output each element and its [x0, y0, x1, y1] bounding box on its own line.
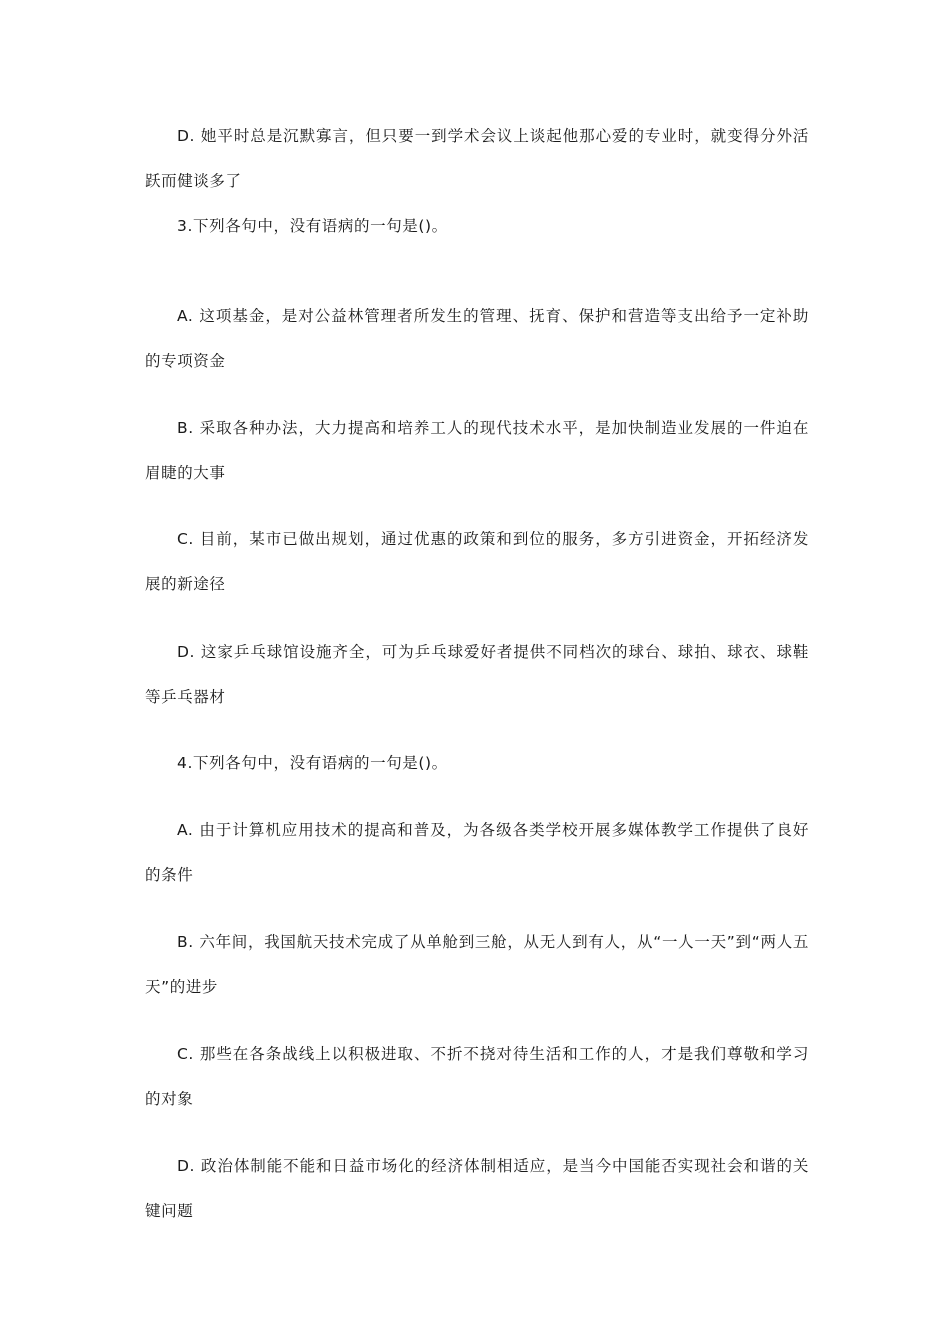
option-d-q4: D. 政治体制能不能和日益市场化的经济体制相适应，是当今中国能否实现社会和谐的关键问题 [145, 1157, 809, 1220]
option-d-q3: D. 这家乒乓球馆设施齐全，可为乒乓球爱好者提供不同档次的球台、球拍、球衣、球鞋等乒乓器材 [145, 643, 809, 706]
option-c-q3: C. 目前，某市已做出规划，通过优惠的政策和到位的服务，多方引进资金，开拓经济发展的新途径 [145, 530, 809, 593]
option-b-q3: B. 采取各种办法，大力提高和培养工人的现代技术水平，是加快制造业发展的一件迫在眉睫的大事 [145, 419, 809, 482]
option-c-q4: C. 那些在各条战线上以积极进取、不折不挠对待生活和工作的人，才是我们尊敬和学习的对象 [145, 1045, 809, 1108]
question-3-stem: 3.下列各句中，没有语病的一句是()。 [177, 217, 448, 235]
option-a-q4: A. 由于计算机应用技术的提高和普及，为各级各类学校开展多媒体教学工作提供了良好的条件 [145, 821, 809, 884]
option-d-q2: D. 她平时总是沉默寡言，但只要一到学术会议上谈起他那心爱的专业时，就变得分外活跃而健谈多了 [145, 127, 809, 190]
question-4-stem: 4.下列各句中，没有语病的一句是()。 [177, 754, 448, 772]
option-a-q3: A. 这项基金，是对公益林管理者所发生的管理、抚育、保护和营造等支出给予一定补助的专项资金 [145, 307, 809, 370]
option-b-q4: B. 六年间，我国航天技术完成了从单舱到三舱，从无人到有人，从“一人一天”到“两人五天”的进步 [145, 933, 809, 996]
